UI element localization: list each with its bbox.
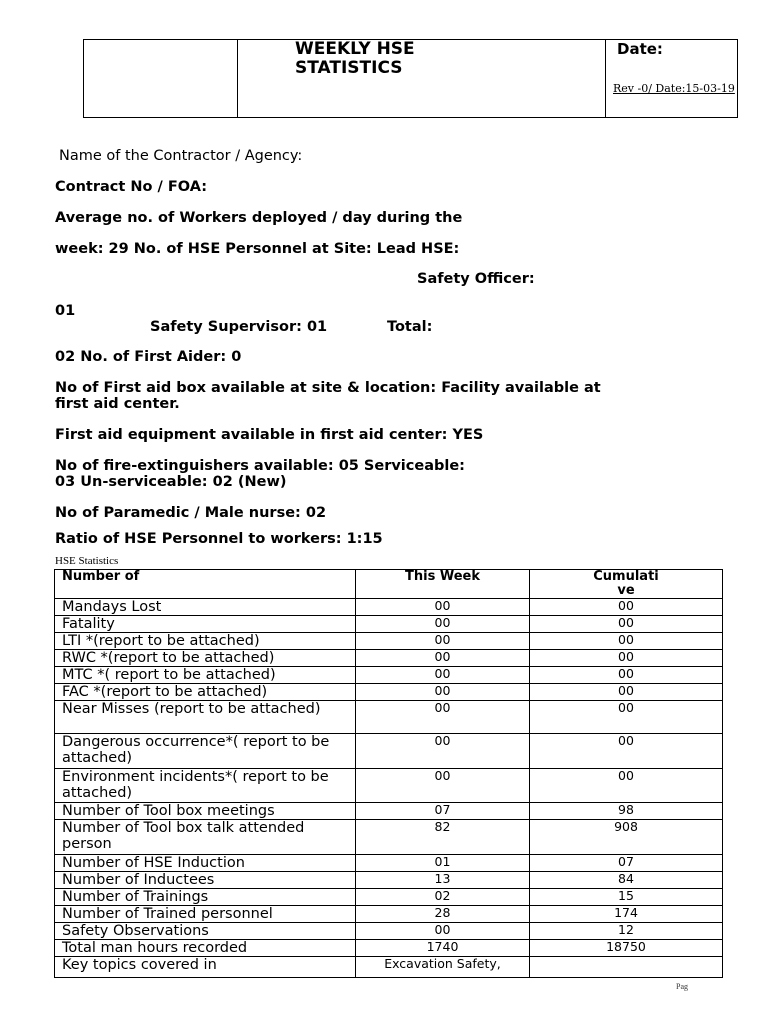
row-label: Dangerous occurrence*( report to be attached) bbox=[55, 734, 356, 769]
table-row bbox=[55, 906, 723, 923]
week-hse-personnel: week: 29 No. of HSE Personnel at Site: Lead HSE: bbox=[55, 241, 460, 257]
hse-statistics-table bbox=[54, 569, 723, 978]
row-cumulative: 84 bbox=[530, 872, 723, 889]
row-label: LTI *(report to be attached) bbox=[55, 633, 356, 650]
header-this-week: This Week bbox=[356, 570, 530, 599]
total-label: Total: bbox=[387, 319, 433, 335]
paramedic-count: No of Paramedic / Male nurse: 02 bbox=[55, 505, 327, 521]
logo-cell bbox=[84, 40, 238, 117]
table-row bbox=[55, 923, 723, 940]
row-cumulative: 07 bbox=[530, 855, 723, 872]
fire-extinguishers-line-2: 03 Un-serviceable: 02 (New) bbox=[55, 474, 287, 490]
row-this-week: 82 bbox=[356, 820, 530, 855]
row-this-week: 13 bbox=[356, 872, 530, 889]
row-label: Number of Inductees bbox=[55, 872, 356, 889]
row-label: Key topics covered in bbox=[55, 957, 356, 978]
row-this-week: Excavation Safety, bbox=[356, 957, 530, 978]
date-label: Date: bbox=[617, 40, 663, 58]
first-aid-box-line-1: No of First aid box available at site & location: Facility available at bbox=[55, 380, 601, 396]
row-label: Total man hours recorded bbox=[55, 940, 356, 957]
row-label: Number of Trainings bbox=[55, 889, 356, 906]
row-cumulative: 00 bbox=[530, 684, 723, 701]
row-cumulative: 00 bbox=[530, 650, 723, 667]
first-aid-box-line-2: first aid center. bbox=[55, 396, 180, 412]
revision-text: Rev -0/ Date:15-03-19 bbox=[613, 82, 735, 95]
row-label: Fatality bbox=[55, 616, 356, 633]
table-caption: HSE Statistics bbox=[55, 555, 119, 567]
header-cumulative-line-1: Cumulati bbox=[593, 569, 659, 584]
table-row bbox=[55, 734, 723, 769]
row-label: Number of HSE Induction bbox=[55, 855, 356, 872]
row-this-week: 00 bbox=[356, 701, 530, 734]
title-cell bbox=[238, 40, 606, 117]
row-label: Safety Observations bbox=[55, 923, 356, 940]
first-aid-equipment: First aid equipment available in first aid center: YES bbox=[55, 427, 484, 443]
document-title bbox=[295, 40, 415, 78]
safety-officer-count: 01 bbox=[55, 303, 76, 319]
fire-extinguishers-line-1: No of fire-extinguishers available: 05 Serviceable: bbox=[55, 458, 465, 474]
row-this-week: 00 bbox=[356, 650, 530, 667]
page-footer: Pag bbox=[676, 982, 688, 991]
safety-supervisor: Safety Supervisor: 01 bbox=[150, 319, 328, 335]
row-label: RWC *(report to be attached) bbox=[55, 650, 356, 667]
title-line-1: WEEKLY HSE bbox=[295, 39, 415, 59]
table-row bbox=[55, 957, 723, 978]
row-this-week: 1740 bbox=[356, 940, 530, 957]
row-cumulative: 18750 bbox=[530, 940, 723, 957]
title-line-2: STATISTICS bbox=[295, 58, 403, 78]
row-label: Environment incidents*( report to be attached) bbox=[55, 769, 356, 803]
hse-ratio: Ratio of HSE Personnel to workers: 1:15 bbox=[55, 531, 383, 547]
contract-number: Contract No / FOA: bbox=[55, 179, 207, 195]
header-cumulative-line-2: ve bbox=[617, 583, 635, 598]
first-aider-count: 02 No. of First Aider: 0 bbox=[55, 349, 242, 365]
row-cumulative: 98 bbox=[530, 803, 723, 820]
table-row bbox=[55, 940, 723, 957]
row-cumulative: 00 bbox=[530, 633, 723, 650]
row-cumulative: 00 bbox=[530, 734, 723, 769]
table-row bbox=[55, 684, 723, 701]
row-label: Number of Tool box talk attended person bbox=[55, 820, 356, 855]
row-cumulative: 12 bbox=[530, 923, 723, 940]
table-row bbox=[55, 667, 723, 684]
table-row bbox=[55, 701, 723, 734]
row-this-week: 00 bbox=[356, 633, 530, 650]
row-cumulative: 15 bbox=[530, 889, 723, 906]
header-number-of: Number of bbox=[55, 570, 356, 599]
table-header-row bbox=[55, 570, 723, 599]
table-row bbox=[55, 820, 723, 855]
row-this-week: 00 bbox=[356, 769, 530, 803]
table-row bbox=[55, 633, 723, 650]
date-cell bbox=[606, 40, 737, 117]
row-this-week: 00 bbox=[356, 599, 530, 616]
contractor-name: Name of the Contractor / Agency: bbox=[59, 148, 303, 164]
row-cumulative: 174 bbox=[530, 906, 723, 923]
row-this-week: 00 bbox=[356, 734, 530, 769]
row-label: Number of Tool box meetings bbox=[55, 803, 356, 820]
row-cumulative: 00 bbox=[530, 616, 723, 633]
average-workers: Average no. of Workers deployed / day during the bbox=[55, 210, 463, 226]
row-cumulative: 908 bbox=[530, 820, 723, 855]
table-row bbox=[55, 769, 723, 803]
safety-officer-label: Safety Officer: bbox=[417, 271, 535, 287]
row-cumulative: 00 bbox=[530, 769, 723, 803]
document-header bbox=[83, 39, 738, 118]
row-cumulative: 00 bbox=[530, 667, 723, 684]
table-row bbox=[55, 889, 723, 906]
row-this-week: 00 bbox=[356, 684, 530, 701]
row-this-week: 00 bbox=[356, 616, 530, 633]
table-row bbox=[55, 650, 723, 667]
row-cumulative bbox=[530, 957, 723, 978]
table-row bbox=[55, 599, 723, 616]
row-this-week: 07 bbox=[356, 803, 530, 820]
row-label: FAC *(report to be attached) bbox=[55, 684, 356, 701]
row-cumulative: 00 bbox=[530, 599, 723, 616]
row-label: MTC *( report to be attached) bbox=[55, 667, 356, 684]
row-label: Number of Trained personnel bbox=[55, 906, 356, 923]
row-this-week: 00 bbox=[356, 923, 530, 940]
row-this-week: 28 bbox=[356, 906, 530, 923]
table-row bbox=[55, 616, 723, 633]
row-this-week: 00 bbox=[356, 667, 530, 684]
table-row bbox=[55, 855, 723, 872]
header-cumulative bbox=[530, 570, 723, 599]
row-label: Mandays Lost bbox=[55, 599, 356, 616]
row-this-week: 01 bbox=[356, 855, 530, 872]
row-label: Near Misses (report to be attached) bbox=[55, 701, 356, 734]
row-this-week: 02 bbox=[356, 889, 530, 906]
row-cumulative: 00 bbox=[530, 701, 723, 734]
table-row bbox=[55, 872, 723, 889]
table-row bbox=[55, 803, 723, 820]
